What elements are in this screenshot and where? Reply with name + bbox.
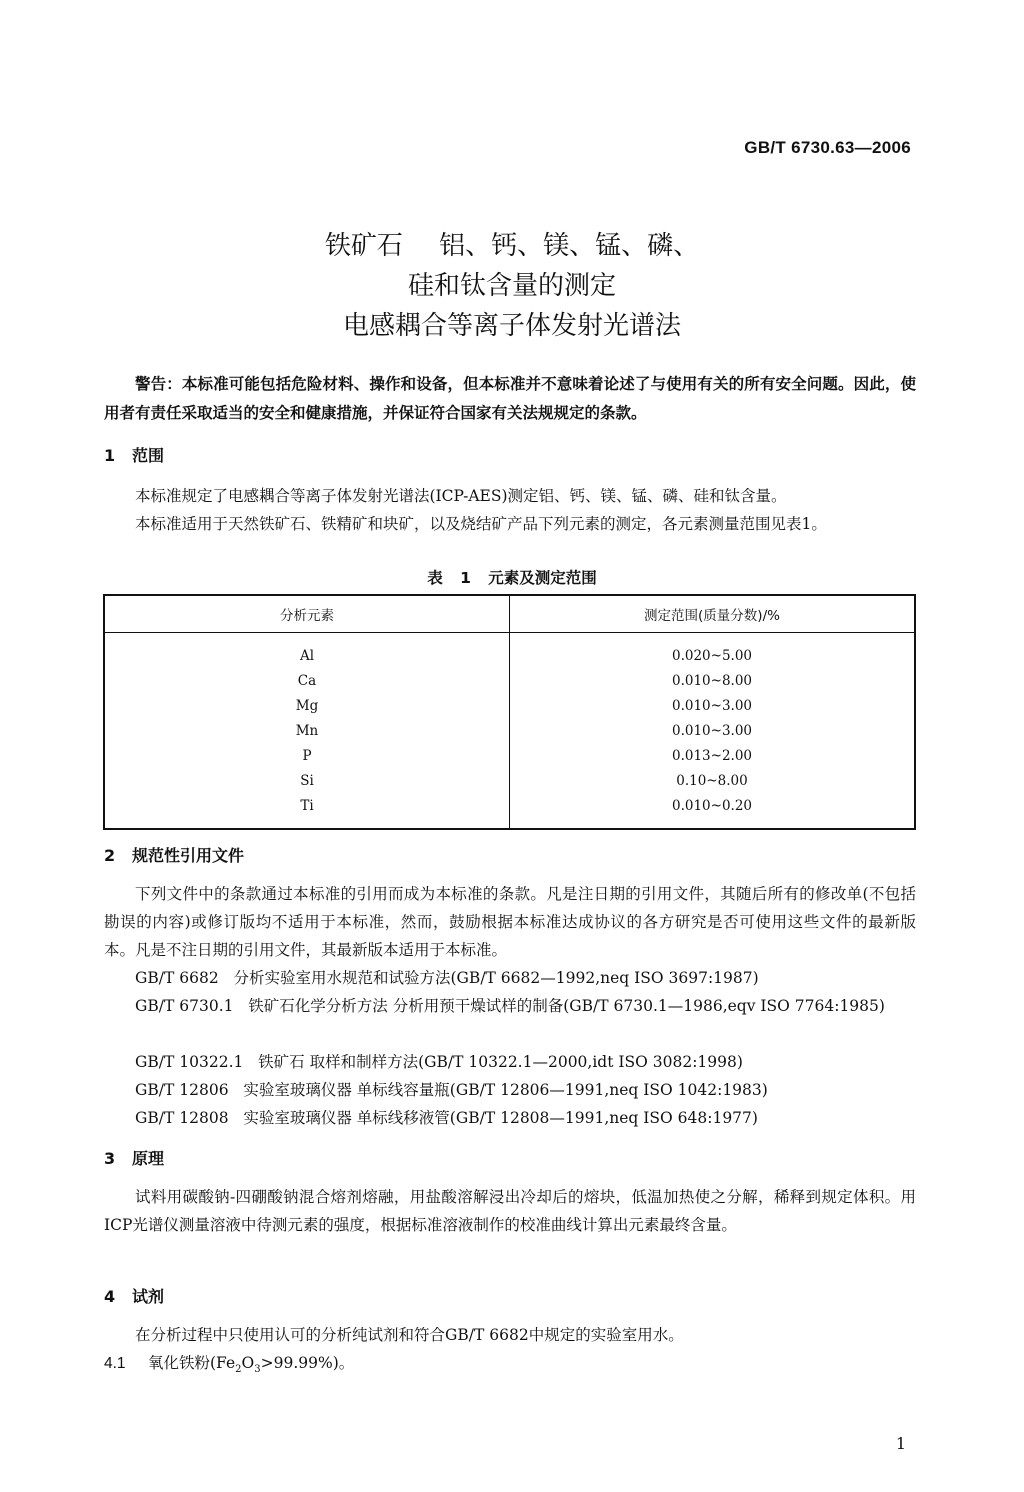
page-number: 1 bbox=[895, 1434, 906, 1453]
section-number: 4 bbox=[104, 1287, 116, 1306]
elements-range-table bbox=[103, 594, 916, 830]
section-number: 2 bbox=[104, 846, 116, 865]
table-row bbox=[104, 768, 915, 793]
reference-item bbox=[104, 964, 916, 992]
reference-title: 铁矿石化学分析方法 分析用预干燥试样的制备(GB/T 6730.1—1986,eqv ISO 7764:1985) bbox=[248, 997, 885, 1015]
document-title bbox=[0, 226, 1024, 346]
reference-code: GB/T 12808 bbox=[135, 1109, 229, 1127]
section-3-heading bbox=[104, 1146, 164, 1169]
range-cell: 0.010~3.00 bbox=[510, 718, 916, 743]
item-text-post: >99.99%)。 bbox=[260, 1354, 355, 1372]
range-cell: 0.10~8.00 bbox=[510, 768, 916, 793]
reference-title: 铁矿石 取样和制样方法(GB/T 10322.1—2000,idt ISO 3082:1998) bbox=[258, 1053, 743, 1071]
section-1-heading bbox=[104, 443, 164, 466]
section-title: 原理 bbox=[132, 1149, 165, 1168]
title-line-1: 铁矿石 铝、钙、镁、锰、磷、 bbox=[324, 231, 700, 261]
item-text-mid: O bbox=[241, 1354, 255, 1372]
reference-title: 实验室玻璃仪器 单标线容量瓶(GB/T 12806—1991,neq ISO 1042:1983) bbox=[243, 1081, 768, 1099]
table-row bbox=[104, 633, 915, 669]
section-4-paragraph: 在分析过程中只使用认可的分析纯试剂和符合GB/T 6682中规定的实验室用水。 bbox=[135, 1326, 684, 1344]
section-3-paragraph: 试料用碳酸钠-四硼酸钠混合熔剂熔融，用盐酸溶解浸出冷却后的熔块，低温加热使之分解，稀释到规定体积。用ICP光谱仪测量溶液中待测元素的强度，根据标准溶液制作的校准曲线计算出元素最终含量。 bbox=[104, 1188, 916, 1234]
range-cell: 0.020~5.00 bbox=[510, 633, 916, 669]
item-text-pre: 氧化铁粉(Fe bbox=[148, 1354, 236, 1372]
range-cell: 0.010~8.00 bbox=[510, 668, 916, 693]
range-cell: 0.013~2.00 bbox=[510, 743, 916, 768]
section-number: 3 bbox=[104, 1149, 116, 1168]
section-2-paragraph: 下列文件中的条款通过本标准的引用而成为本标准的条款。凡是注日期的引用文件，其随后所有的修改单(不包括勘误的内容)或修订版均不适用于本标准，然而，鼓励根据本标准达成协议的各方研究是否可使用这些文件的最新版本。凡是不注日期的引用文件，其最新版本适用于本标准。 bbox=[104, 885, 916, 959]
section-2-heading bbox=[104, 843, 244, 866]
element-cell: Si bbox=[300, 772, 314, 789]
warning-paragraph: 警告：本标准可能包括危险材料、操作和设备，但本标准并不意味着论述了与使用有关的所有安全问题。因此，使用者有责任采取适当的安全和健康措施，并保证符合国家有关法规规定的条款。 bbox=[104, 375, 916, 422]
reference-title: 分析实验室用水规范和试验方法(GB/T 6682—1992,neq ISO 3697:1987) bbox=[233, 969, 759, 987]
element-cell: P bbox=[302, 747, 312, 764]
reference-item bbox=[104, 1048, 916, 1076]
title-line-3: 电感耦合等离子体发射光谱法 bbox=[342, 311, 681, 341]
table-row bbox=[104, 693, 915, 718]
table-header-row bbox=[104, 595, 915, 633]
element-cell: Ti bbox=[300, 797, 314, 814]
item-number: 4.1 bbox=[104, 1355, 126, 1372]
element-cell: Mg bbox=[295, 697, 319, 714]
element-cell: Ca bbox=[297, 672, 317, 689]
reference-item bbox=[104, 992, 916, 1020]
reference-title: 实验室玻璃仪器 单标线移液管(GB/T 12808—1991,neq ISO 648:1977) bbox=[243, 1109, 758, 1127]
section-title: 规范性引用文件 bbox=[132, 846, 245, 865]
table-row bbox=[104, 718, 915, 743]
table-row bbox=[104, 743, 915, 768]
standard-code: GB/T 6730.63—2006 bbox=[744, 138, 911, 157]
reference-code: GB/T 6730.1 bbox=[135, 997, 234, 1015]
table-row bbox=[104, 668, 915, 693]
range-cell: 0.010~3.00 bbox=[510, 693, 916, 718]
section-number: 1 bbox=[104, 446, 116, 465]
title-line-2: 硅和钛含量的测定 bbox=[407, 271, 616, 301]
section-title: 试剂 bbox=[132, 1287, 165, 1306]
element-cell: Mn bbox=[295, 722, 319, 739]
reference-code: GB/T 12806 bbox=[135, 1081, 229, 1099]
reference-item bbox=[104, 1104, 916, 1132]
section-1-paragraph-2: 本标准适用于天然铁矿石、铁精矿和块矿，以及烧结矿产品下列元素的测定，各元素测量范围见表1。 bbox=[135, 515, 827, 533]
table-header-cell: 分析元素 bbox=[104, 595, 510, 633]
element-cell: Al bbox=[299, 647, 315, 664]
subscript: 3 bbox=[254, 1364, 261, 1376]
table-header-cell: 测定范围(质量分数)/% bbox=[510, 595, 916, 633]
reagent-item bbox=[104, 1351, 354, 1375]
section-4-heading bbox=[104, 1284, 164, 1307]
reference-code: GB/T 6682 bbox=[135, 969, 219, 987]
subscript: 2 bbox=[235, 1364, 242, 1376]
reference-item bbox=[104, 1076, 916, 1104]
reference-code: GB/T 10322.1 bbox=[135, 1053, 244, 1071]
range-cell: 0.010~0.20 bbox=[510, 793, 916, 829]
section-1-paragraph-1: 本标准规定了电感耦合等离子体发射光谱法(ICP-AES)测定铝、钙、镁、锰、磷、硅和钛含量。 bbox=[135, 487, 787, 505]
table-caption: 表 1 元素及测定范围 bbox=[427, 569, 597, 587]
table-row bbox=[104, 793, 915, 829]
section-title: 范围 bbox=[132, 446, 165, 465]
